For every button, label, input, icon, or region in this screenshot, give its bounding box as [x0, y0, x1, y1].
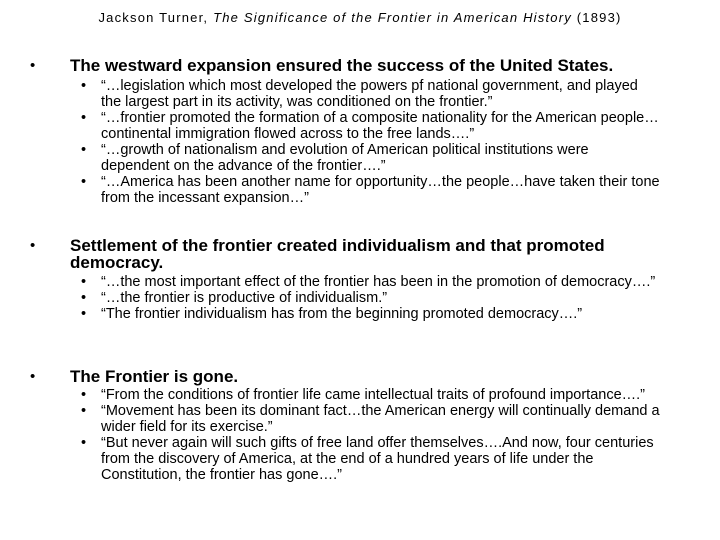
quote-item	[0, 306, 661, 322]
quote-text: “From the conditions of frontier life came intellectual traits of profound importance….”	[101, 387, 645, 403]
section-heading: Settlement of the frontier created individualism and that promoted democracy.	[70, 236, 605, 272]
bullet-icon: •	[81, 387, 87, 403]
quote-item	[0, 290, 661, 306]
quote-list	[0, 387, 720, 483]
section-heading: The Frontier is gone.	[70, 367, 239, 386]
bullet-icon: •	[30, 368, 36, 385]
quote-item	[0, 274, 661, 290]
quote-item	[0, 435, 661, 483]
title-work: The Significance of the Frontier in American History	[213, 10, 572, 25]
section-heading: The westward expansion ensured the success of the United States.	[70, 56, 614, 75]
bullet-icon: •	[81, 306, 87, 322]
bullet-icon: •	[81, 78, 87, 94]
quote-text: “…growth of nationalism and evolution of American political institutions were dependent on the advance of the frontier….”	[101, 142, 589, 174]
quote-text: “Movement has been its dominant fact…the American energy will continually demand a wider field for its exercise.”	[101, 403, 660, 435]
bullet-icon: •	[81, 290, 87, 306]
bullet-icon: •	[81, 142, 87, 158]
bullet-icon: •	[81, 403, 87, 419]
quote-item	[0, 387, 661, 403]
quote-text: “…the most important effect of the frontier has been in the promotion of democracy….”	[101, 274, 656, 290]
quote-list	[0, 274, 720, 322]
quote-text: “…legislation which most developed the powers pf national government, and played the largest part in its activity, was conditioned on the frontier.”	[101, 78, 638, 110]
bullet-icon: •	[81, 174, 87, 190]
bullet-icon: •	[30, 57, 36, 74]
quote-text: “The frontier individualism has from the beginning promoted democracy….”	[101, 306, 583, 322]
bullet-icon: •	[81, 110, 87, 126]
quote-item	[0, 142, 661, 174]
quote-text: “…the frontier is productive of individualism.”	[101, 290, 388, 306]
bullet-icon: •	[81, 274, 87, 290]
quote-item	[0, 174, 661, 206]
quote-text: “…frontier promoted the formation of a composite nationality for the American people…continental immigration flowed across to the free lands….”	[101, 110, 659, 142]
quote-text: “…America has been another name for opportunity…the people…have taken their tone from the incessant expansion…”	[101, 174, 660, 206]
quote-text: “But never again will such gifts of free land offer themselves….And now, four centuries from the discovery of America, at the end of a hundred years of life under the Constitution, the frontier has gone….”	[101, 435, 654, 483]
bullet-icon: •	[30, 237, 36, 254]
quote-list	[0, 78, 720, 206]
quote-item	[0, 403, 661, 435]
slide-title	[0, 10, 720, 25]
quote-item	[0, 110, 661, 142]
title-year: (1893)	[571, 10, 622, 25]
title-author: Jackson Turner,	[98, 10, 214, 25]
quote-item	[0, 78, 661, 110]
bullet-icon: •	[81, 435, 87, 451]
